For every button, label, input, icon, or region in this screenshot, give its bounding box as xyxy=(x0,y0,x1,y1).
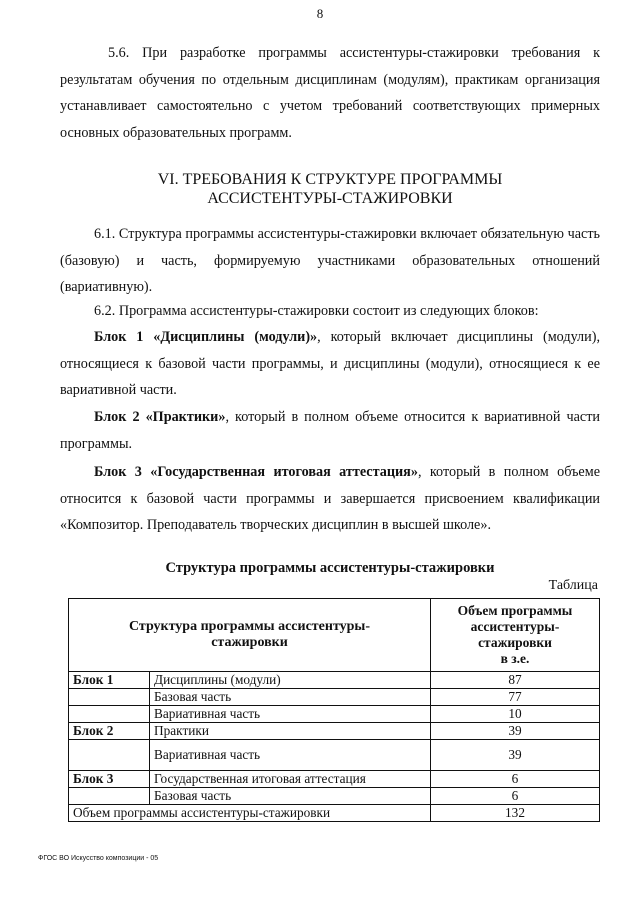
block-cell: Блок 1 xyxy=(69,672,150,689)
paragraph-block-3 xyxy=(60,459,600,539)
name-cell: Практики xyxy=(150,723,431,740)
table-caption: Структура программы ассистентуры-стажировки xyxy=(165,560,495,576)
name-cell: Государственная итоговая аттестация xyxy=(150,771,431,788)
name-cell: Базовая часть xyxy=(150,788,431,805)
name-cell: Базовая часть xyxy=(150,689,431,706)
header-structure xyxy=(69,599,431,672)
block-cell xyxy=(69,788,150,805)
name-cell: Вариативная часть xyxy=(150,740,431,771)
value-cell: 10 xyxy=(431,706,600,723)
block-3-title: Блок 3 «Государственная итоговая аттестация» xyxy=(94,464,418,480)
value-cell: 39 xyxy=(431,740,600,771)
block-3-text: , который в полном объеме относится к базовой части программы и завершается присвоением квалификации «Композитор. Преподаватель творческих дисциплин в высшей школе». xyxy=(60,464,600,533)
block-cell xyxy=(69,689,150,706)
page-footer: ФГОС ВО Искусство композиции - 05 xyxy=(38,855,159,862)
header-volume-line-2: ассистентуры- xyxy=(470,619,560,634)
block-cell: Блок 3 xyxy=(69,771,150,788)
table-row xyxy=(69,771,600,788)
value-cell: 39 xyxy=(431,723,600,740)
table-header-row xyxy=(69,599,600,672)
section-heading-line-1: VI. ТРЕБОВАНИЯ К СТРУКТУРЕ ПРОГРАММЫ xyxy=(157,171,503,188)
paragraph-6-1: 6.1. Структура программы ассистентуры-стажировки включает обязательную часть (базовую) и часть, формируемую участниками образовательных отношений (вариативную). xyxy=(60,226,600,295)
paragraph-5-6: 5.6. При разработке программы ассистентуры-стажировки требования к результатам обучения по отдельным дисциплинам (модулям), практикам организация устанавливает самостоятельно с учетом требований соответствующих примерных основных образовательных программ. xyxy=(60,45,600,141)
block-1-text: , который включает дисциплины (модули), относящиеся к базовой части программы, и дисциплины (модули), относящиеся к ее вариативной части. xyxy=(60,329,600,398)
block-1-title: Блок 1 «Дисциплины (модули)» xyxy=(94,329,318,345)
table-row xyxy=(69,788,600,805)
value-cell: 6 xyxy=(431,771,600,788)
name-cell: Вариативная часть xyxy=(150,706,431,723)
total-value-cell: 132 xyxy=(431,805,600,822)
header-structure-line-1: Структура программы ассистентуры- xyxy=(128,619,371,634)
block-cell xyxy=(69,740,150,771)
table-row xyxy=(69,706,600,723)
value-cell: 77 xyxy=(431,689,600,706)
header-volume xyxy=(431,599,600,672)
table-row xyxy=(69,740,600,771)
block-cell: Блок 2 xyxy=(69,723,150,740)
block-cell xyxy=(69,706,150,723)
block-2-text: , который в полном объеме относится к вариативной части программы. xyxy=(60,409,600,452)
header-volume-line-1: Объем программы xyxy=(457,603,573,618)
name-cell: Дисциплины (модули) xyxy=(150,672,431,689)
value-cell: 87 xyxy=(431,672,600,689)
header-volume-line-3: стажировки xyxy=(478,635,552,650)
structure-table xyxy=(68,598,600,822)
block-2-title: Блок 2 «Практики» xyxy=(94,409,226,425)
paragraph-6-2: 6.2. Программа ассистентуры-стажировки состоит из следующих блоков: xyxy=(94,303,539,319)
table-row xyxy=(69,689,600,706)
table-total-row xyxy=(69,805,600,822)
table-row xyxy=(69,672,600,689)
section-heading-line-2: АССИСТЕНТУРЫ-СТАЖИРОВКИ xyxy=(207,190,453,207)
table-label: Таблица xyxy=(548,578,598,593)
value-cell: 6 xyxy=(431,788,600,805)
header-structure-line-2: стажировки xyxy=(211,635,288,650)
page-number: 8 xyxy=(316,6,324,21)
paragraph-block-1 xyxy=(60,324,600,404)
table-row xyxy=(69,723,600,740)
paragraph-block-2 xyxy=(60,404,600,457)
header-volume-line-4: в з.е. xyxy=(500,651,530,666)
total-label-cell: Объем программы ассистентуры-стажировки xyxy=(69,805,431,822)
